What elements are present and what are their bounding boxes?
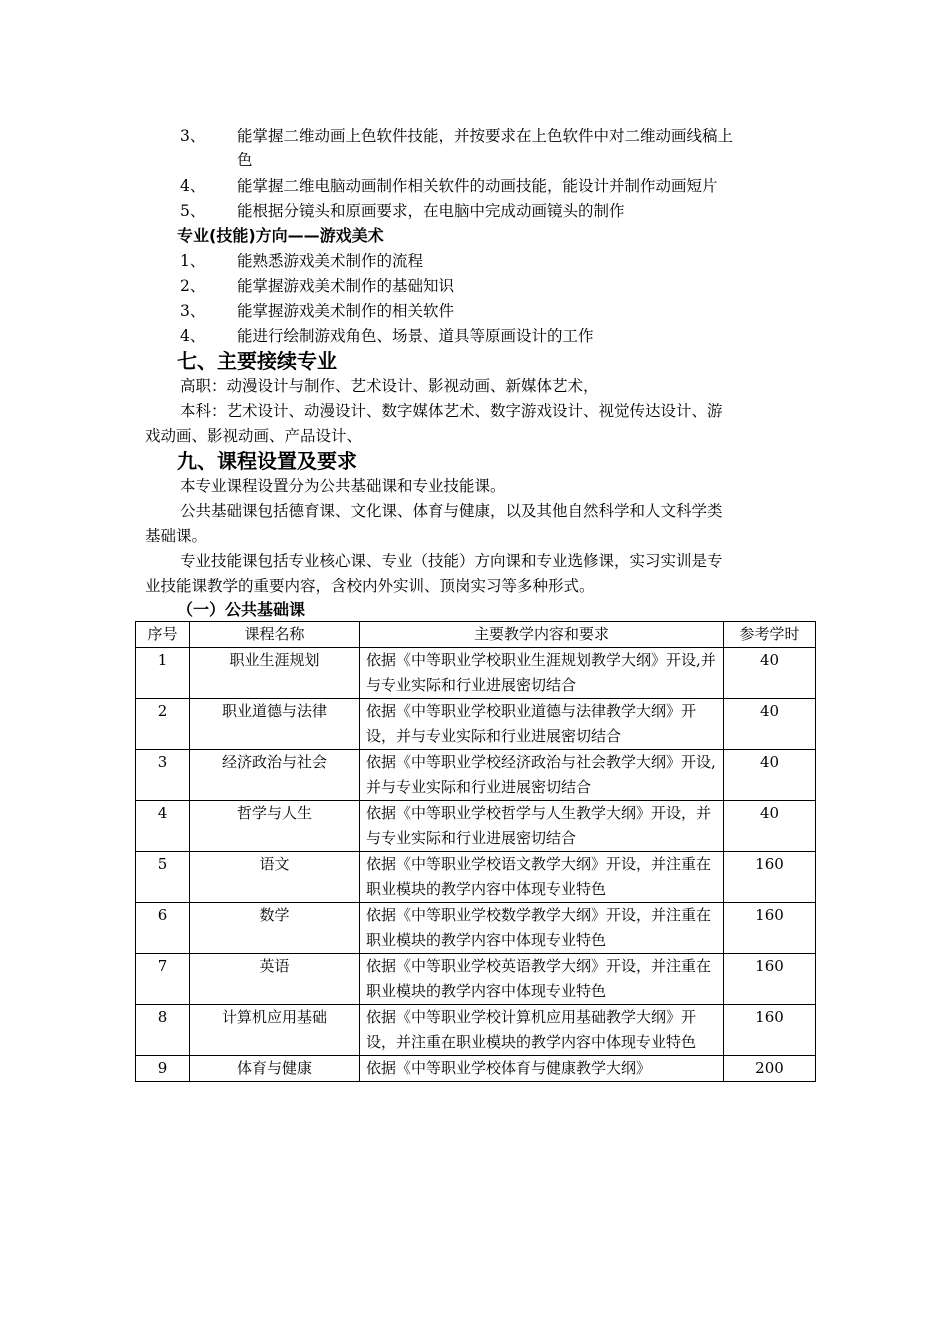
course-hours: 160 [724, 1005, 816, 1056]
list-text: 能掌握二维电脑动画制作相关软件的动画技能，能设计并制作动画短片 [237, 177, 718, 195]
course-content: 依据《中等职业学校体育与健康教学大纲》 [360, 1056, 724, 1082]
paragraph: 专业技能课包括专业核心课、专业（技能）方向课和专业选修课，实习实训是专 [180, 552, 723, 570]
course-name: 数学 [190, 903, 360, 954]
course-name: 英语 [190, 954, 360, 1005]
table-body [136, 648, 816, 1082]
course-hours: 40 [724, 801, 816, 852]
list-number: 4、 [180, 177, 206, 195]
paragraph: 高职：动漫设计与制作、艺术设计、影视动画、新媒体艺术， [180, 377, 599, 395]
row-number: 5 [136, 852, 190, 903]
table-row [136, 954, 816, 1005]
table-row [136, 699, 816, 750]
table-row [136, 852, 816, 903]
course-hours: 160 [724, 954, 816, 1005]
course-name: 职业生涯规划 [190, 648, 360, 699]
paragraph: 公共基础课包括德育课、文化课、体育与健康，以及其他自然科学和人文科学类 [180, 502, 723, 520]
course-hours: 160 [724, 903, 816, 954]
table-row [136, 1005, 816, 1056]
course-content: 依据《中等职业学校哲学与人生教学大纲》开设，并与专业实际和行业进展密切结合 [360, 801, 724, 852]
course-content: 依据《中等职业学校职业道德与法律教学大纲》开设，并与专业实际和行业进展密切结合 [360, 699, 724, 750]
list-text: 能掌握游戏美术制作的相关软件 [237, 302, 455, 320]
row-number: 6 [136, 903, 190, 954]
course-hours: 200 [724, 1056, 816, 1082]
list-text: 能熟悉游戏美术制作的流程 [237, 252, 424, 270]
table-header-row [136, 622, 816, 648]
course-content: 依据《中等职业学校职业生涯规划教学大纲》开设,并与专业实际和行业进展密切结合 [360, 648, 724, 699]
row-number: 8 [136, 1005, 190, 1056]
list-text: 能掌握游戏美术制作的基础知识 [237, 277, 455, 295]
course-name: 计算机应用基础 [190, 1005, 360, 1056]
list-text: 能掌握二维动画上色软件技能，并按要求在上色软件中对二维动画线稿上 [237, 127, 734, 145]
row-number: 2 [136, 699, 190, 750]
section-heading: 九、课程设置及要求 [177, 449, 357, 473]
course-name: 职业道德与法律 [190, 699, 360, 750]
course-table [135, 621, 816, 1082]
course-name: 哲学与人生 [190, 801, 360, 852]
course-content: 依据《中等职业学校语文教学大纲》开设，并注重在职业模块的教学内容中体现专业特色 [360, 852, 724, 903]
list-number: 3、 [180, 127, 206, 145]
list-number: 5、 [180, 202, 206, 220]
section-heading: 七、主要接续专业 [177, 349, 337, 373]
paragraph-continuation: 基础课。 [145, 527, 208, 545]
course-hours: 40 [724, 750, 816, 801]
table-row [136, 801, 816, 852]
course-content: 依据《中等职业学校数学教学大纲》开设，并注重在职业模块的教学内容中体现专业特色 [360, 903, 724, 954]
table-row [136, 750, 816, 801]
row-number: 4 [136, 801, 190, 852]
subsection-heading: （一）公共基础课 [177, 600, 306, 619]
course-name: 语文 [190, 852, 360, 903]
header-no: 序号 [136, 622, 190, 648]
header-hours: 参考学时 [724, 622, 816, 648]
course-content: 依据《中等职业学校计算机应用基础教学大纲》开设，并注重在职业模块的教学内容中体现专业特色 [360, 1005, 724, 1056]
paragraph-continuation: 业技能课教学的重要内容，含校内外实训、顶岗实习等多种形式。 [145, 577, 595, 595]
row-number: 3 [136, 750, 190, 801]
course-content: 依据《中等职业学校英语教学大纲》开设，并注重在职业模块的教学内容中体现专业特色 [360, 954, 724, 1005]
row-number: 7 [136, 954, 190, 1005]
paragraph: 本科：艺术设计、动漫设计、数字媒体艺术、数字游戏设计、视觉传达设计、游 [180, 402, 723, 420]
direction-heading: 专业(技能)方向——游戏美术 [177, 226, 384, 245]
paragraph-continuation: 戏动画、影视动画、产品设计、 [145, 427, 363, 445]
course-name: 经济政治与社会 [190, 750, 360, 801]
course-hours: 40 [724, 699, 816, 750]
course-hours: 40 [724, 648, 816, 699]
row-number: 9 [136, 1056, 190, 1082]
table-row [136, 903, 816, 954]
course-name: 体育与健康 [190, 1056, 360, 1082]
list-number: 1、 [180, 252, 206, 270]
header-content: 主要教学内容和要求 [360, 622, 724, 648]
row-number: 1 [136, 648, 190, 699]
header-name: 课程名称 [190, 622, 360, 648]
course-content: 依据《中等职业学校经济政治与社会教学大纲》开设,并与专业实际和行业进展密切结合 [360, 750, 724, 801]
paragraph: 本专业课程设置分为公共基础课和专业技能课。 [180, 477, 506, 495]
table-row [136, 1056, 816, 1082]
list-number: 4、 [180, 327, 206, 345]
list-text: 能进行绘制游戏角色、场景、道具等原画设计的工作 [237, 327, 594, 345]
list-number: 2、 [180, 277, 206, 295]
list-text: 能根据分镜头和原画要求，在电脑中完成动画镜头的制作 [237, 202, 625, 220]
list-number: 3、 [180, 302, 206, 320]
list-text: 色 [237, 151, 253, 169]
course-hours: 160 [724, 852, 816, 903]
table-row [136, 648, 816, 699]
